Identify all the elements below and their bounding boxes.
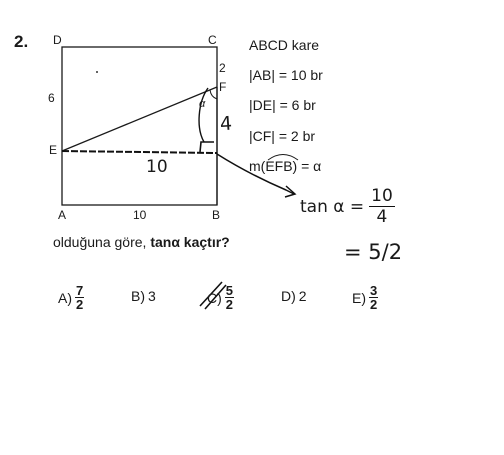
segment-ef: [62, 87, 217, 151]
given-angle: m(EFB) = α: [249, 158, 322, 174]
option-c-num: 5: [225, 283, 234, 298]
option-c[interactable]: [207, 284, 234, 311]
hand-solution-prefix: tan α =: [300, 196, 365, 217]
vertex-label-e: E: [49, 143, 58, 157]
vertex-label-f: F: [219, 80, 227, 94]
given-cf: |CF| = 2 br: [249, 128, 316, 144]
side-label-ab: 10: [133, 208, 147, 222]
side-label-cf: 2: [219, 61, 226, 75]
angle-arc-f: [210, 90, 217, 99]
option-e[interactable]: [352, 284, 378, 311]
vertex-label-b: B: [212, 208, 221, 222]
option-c-letter: C): [207, 289, 222, 306]
hand-solution-den: 4: [376, 207, 388, 227]
vertex-label-d: D: [53, 33, 62, 47]
option-e-letter: E): [352, 289, 366, 306]
question-prompt: [53, 234, 230, 250]
hand-solution-fraction: [369, 186, 395, 227]
option-e-fraction: [369, 284, 378, 311]
stray-dot: [96, 71, 98, 73]
question-number: 2.: [14, 32, 29, 51]
hand-right-angle-mark: [200, 142, 214, 152]
option-a[interactable]: [58, 284, 84, 311]
given-de: |DE| = 6 br: [249, 97, 316, 113]
prompt-bold: tanα kaçtır?: [150, 234, 230, 250]
angle-label-alpha: α: [199, 98, 206, 110]
option-e-num: 3: [370, 283, 378, 298]
hand-solution-line-1: [300, 186, 395, 227]
option-d-letter: D): [281, 288, 296, 304]
option-a-letter: A): [58, 289, 72, 306]
option-b-letter: B): [131, 288, 145, 304]
hand-solution-line-2: = 5/2: [344, 240, 403, 264]
option-b-value: 3: [148, 288, 156, 304]
option-a-den: 2: [76, 297, 84, 312]
hand-perpendicular-line: [62, 151, 217, 153]
option-b[interactable]: [131, 288, 156, 304]
option-d-value: 2: [298, 288, 307, 304]
option-c-fraction: [225, 284, 234, 311]
hand-arc-stroke: [199, 88, 208, 142]
given-square: ABCD kare: [249, 37, 320, 53]
option-e-den: 2: [370, 297, 378, 312]
given-ab: |AB| = 10 br: [249, 67, 323, 83]
hand-solution-num: 10: [371, 186, 393, 206]
side-label-de: 6: [48, 91, 55, 105]
option-a-fraction: [75, 284, 84, 311]
hand-segment-ten: 10: [146, 157, 168, 177]
hand-side-four: 4: [219, 112, 233, 136]
prompt-plain: olduğuna göre,: [53, 234, 151, 250]
vertex-label-a: A: [58, 208, 67, 222]
vertex-label-c: C: [208, 33, 217, 47]
option-d[interactable]: [281, 288, 307, 304]
option-a-num: 7: [76, 283, 84, 298]
option-c-den: 2: [225, 297, 234, 312]
square-abcd: [62, 47, 217, 205]
